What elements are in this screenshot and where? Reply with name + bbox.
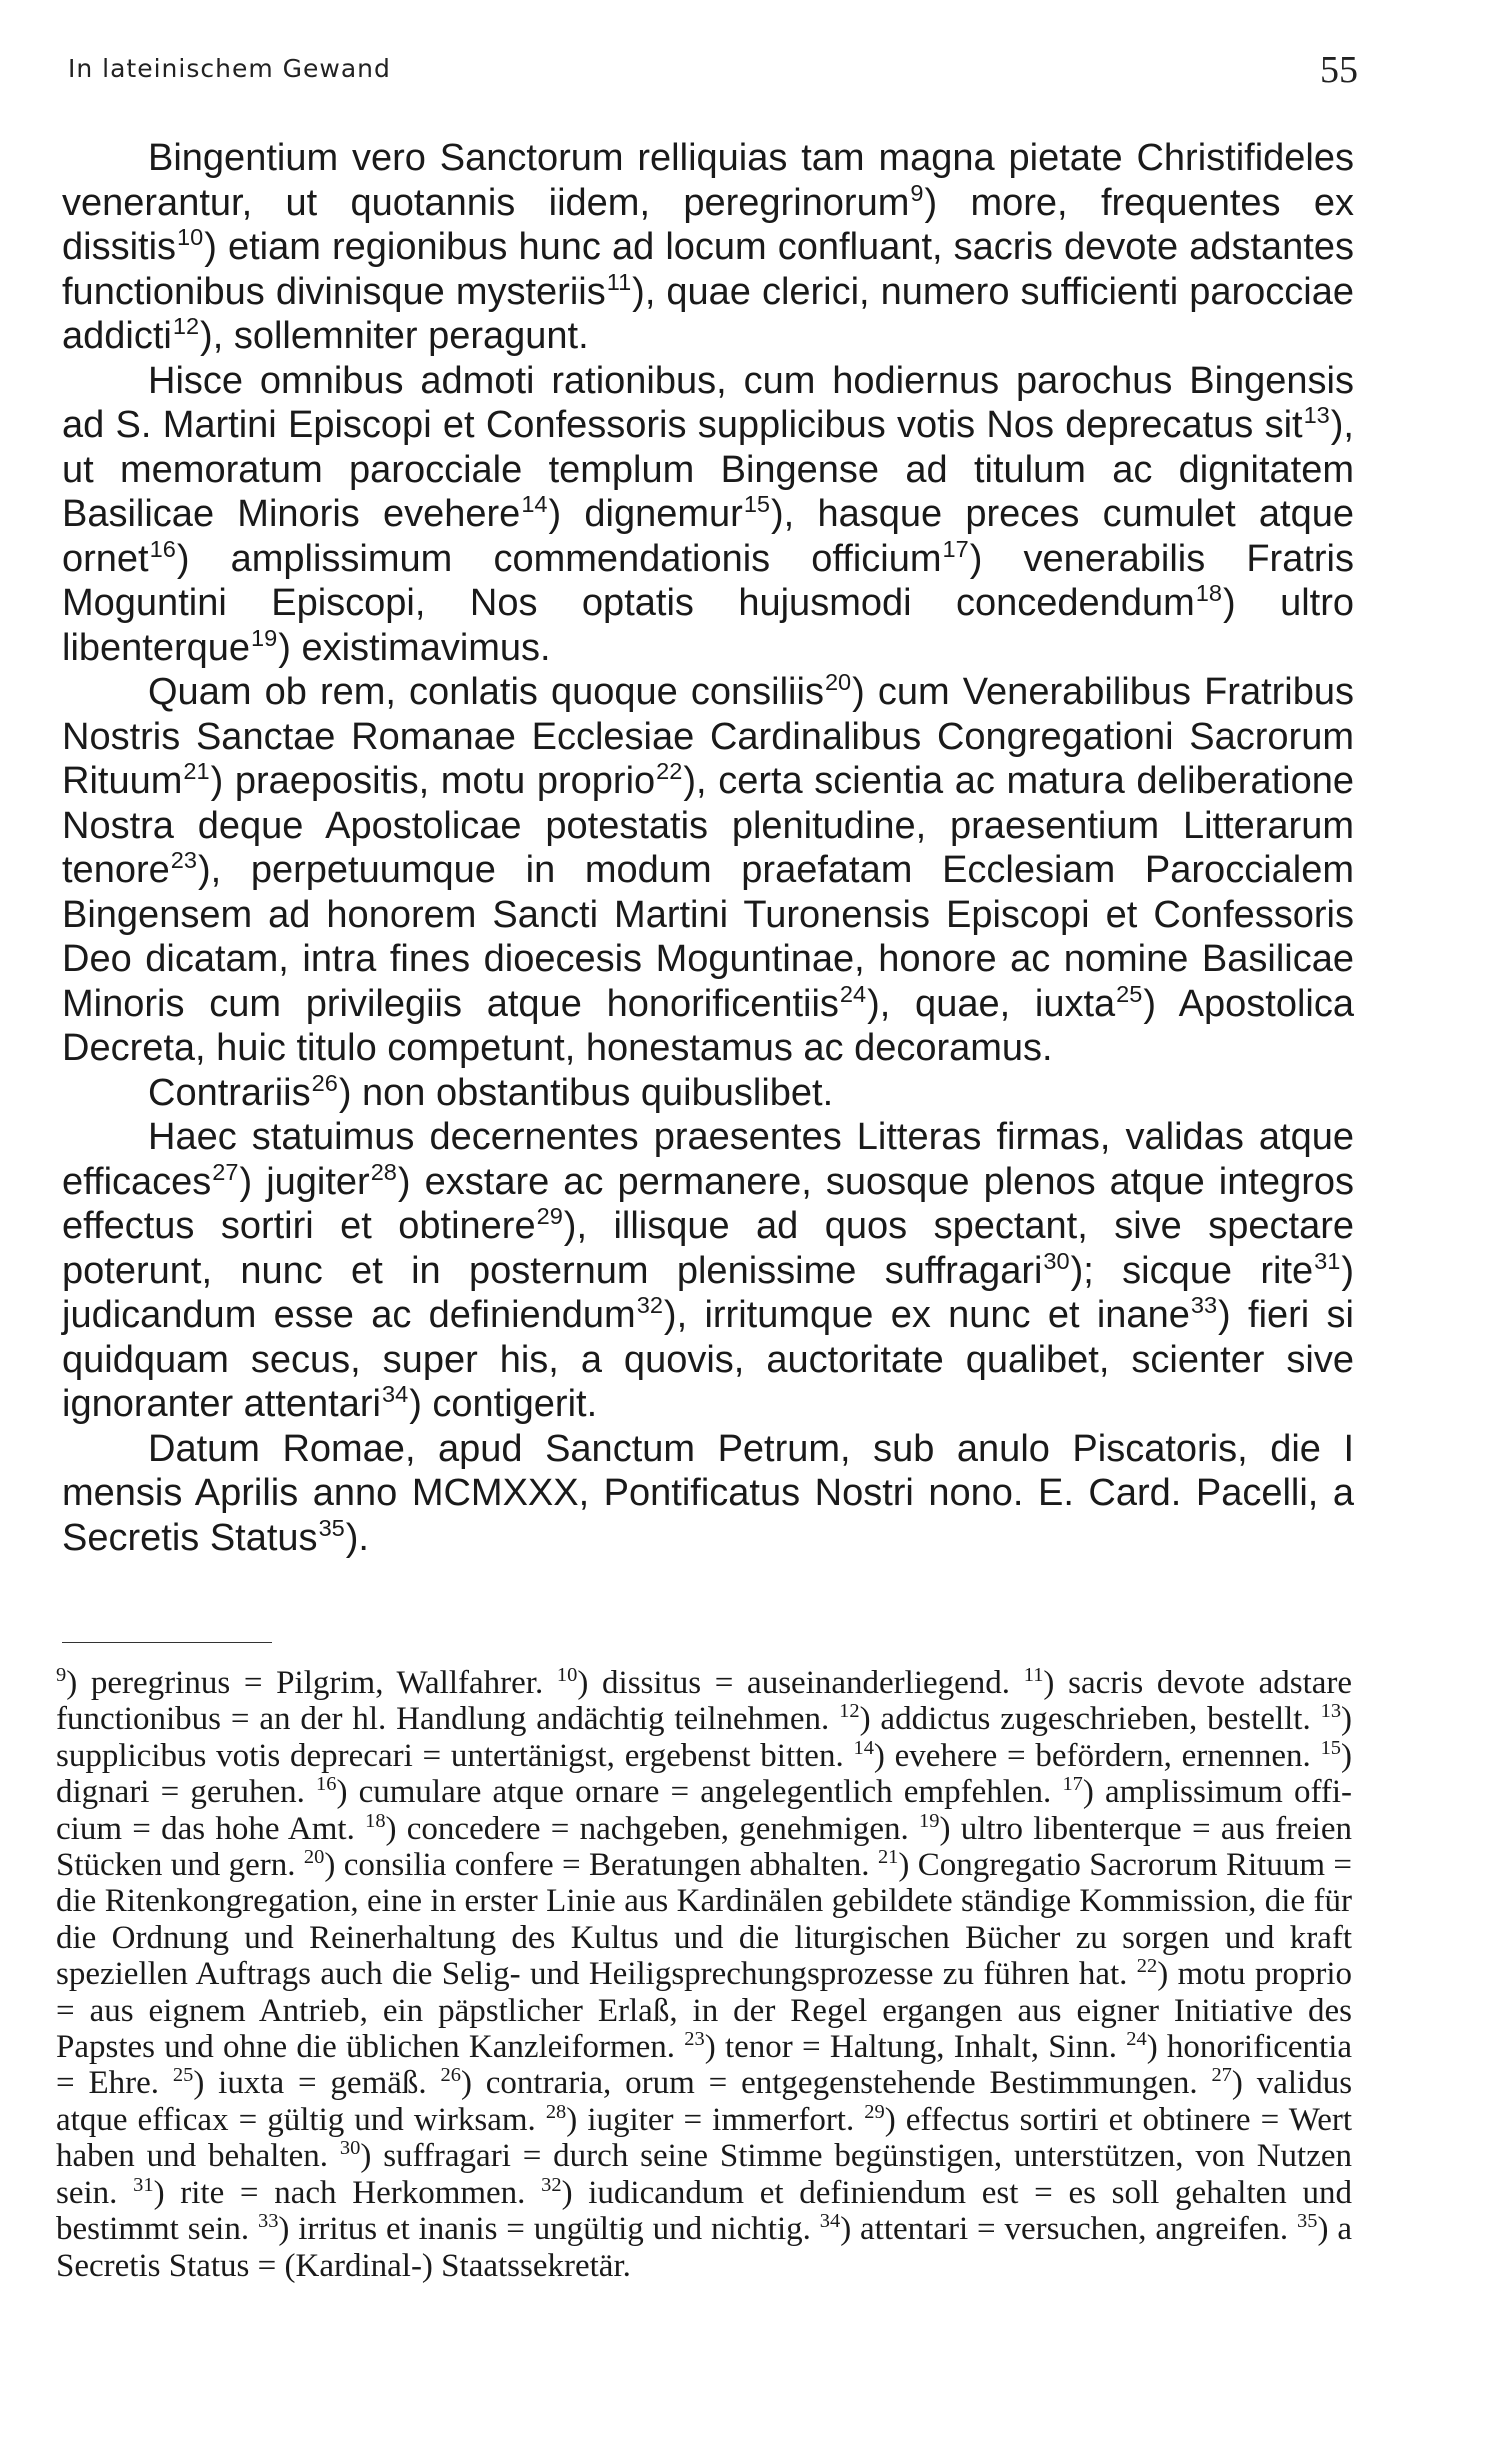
- footnote-ref: 24: [839, 980, 867, 1007]
- footnote-ref: 35: [318, 1514, 345, 1541]
- footnote-16: [316, 1774, 1051, 1810]
- running-head: [68, 48, 1358, 91]
- text-run: ) amplissimum commendationis officium: [176, 537, 942, 580]
- footnote-text: ) supplicibus votis deprecari = untertänigst, ergebenst bitten.: [56, 1701, 1353, 1774]
- footnote-ref: 22: [656, 758, 683, 785]
- footnote-10: [557, 1665, 1010, 1701]
- text-run: ) Apostolica Decreta, huic titulo competunt, honestamus ac decoramus.: [62, 982, 1354, 1069]
- text-run: ) cum Venerabilibus Fratribus Nostris Sanctae Romanae Ecclesiae Cardinalibus Congregationi Sacrorum Rituum: [62, 671, 1354, 802]
- footnote-ref: 25: [1116, 980, 1143, 1007]
- footnote-31: [133, 2175, 525, 2211]
- footnote-ref: 28: [370, 1158, 397, 1185]
- footnote-ref: 18: [1195, 580, 1222, 607]
- footnote-block: [56, 1665, 1352, 2284]
- footnote-ref: 34: [381, 1381, 409, 1408]
- footnote-number: 14: [853, 1736, 874, 1759]
- footnote-33: [258, 2211, 811, 2247]
- footnote-text: ) irritus et inanis = ungültig und nichtig.: [278, 2211, 811, 2248]
- main-text: [62, 136, 1354, 1560]
- text-run: Contrariis: [148, 1071, 311, 1114]
- paragraph-6: [62, 1427, 1354, 1561]
- footnote-number: 35: [1297, 2210, 1318, 2233]
- footnote-12: [839, 1701, 1311, 1737]
- paragraph-1: [62, 136, 1354, 359]
- footnote-number: 11: [1023, 1664, 1044, 1686]
- footnote-number: 23: [684, 2028, 705, 2051]
- text-run: ) etiam regionibus hunc ad locum confluant, sacris devote adstantes functionibus divinisque mysteriis: [62, 226, 1354, 313]
- footnote-text: ) ultro libenterque = aus freien Stücken und gern.: [56, 1810, 1353, 1884]
- text-run: ), quae clerici, numero sufficienti parocciae addicti: [62, 270, 1354, 357]
- footnote-ref: 10: [177, 224, 204, 251]
- footnote-text: ) consilia confere = Beratungen abhalten.: [324, 1847, 870, 1884]
- footnote-ref: 14: [521, 491, 548, 518]
- running-title: In lateinischem Gewand: [68, 54, 391, 83]
- footnote-20: [304, 1847, 870, 1883]
- footnote-34: [820, 2211, 1288, 2247]
- text-run: Bingentium vero Sanctorum relliquias tam magna pietate Christifideles venerantur, ut quotannis iidem, peregrinorum: [62, 137, 1354, 224]
- text-run: Quam ob rem, conlatis quoque consiliis: [148, 671, 824, 713]
- footnote-ref: 17: [942, 535, 969, 562]
- footnote-number: 25: [172, 2064, 194, 2087]
- footnote-number: 20: [303, 1846, 325, 1869]
- footnote-number: 17: [1062, 1773, 1083, 1796]
- text-run: ), perpetuumque in modum praefatam Ecclesiam Paroccialem Bingensem ad honorem Sancti Martini Turonensis Episcopi et Confessoris Deo dicatam, intra fines dioecesis Moguntinae, honore ac nomine Basilicae Minoris cum privilegiis atque honorificentiis: [62, 849, 1354, 1025]
- footnote-text: ) cumulare atque ornare = angelegentlich empfehlen.: [336, 1774, 1052, 1811]
- text-run: ) dignemur: [548, 493, 743, 535]
- text-run: ), quae, iuxta: [867, 982, 1116, 1025]
- footnote-text: ) peregrinus = Pilgrim, Wallfahrer.: [66, 1665, 544, 1701]
- footnote-text: ) iugiter = immerfort.: [566, 2101, 855, 2138]
- footnote-ref: 19: [251, 624, 278, 651]
- footnote-ref: 16: [149, 535, 176, 562]
- text-run: Haec statuimus decernentes praesentes Litteras firmas, validas atque efficaces: [62, 1116, 1354, 1203]
- footnote-number: 28: [545, 2100, 567, 2123]
- text-run: ) contigerit.: [409, 1383, 598, 1425]
- text-run: ), certa scientia ac matura deliberatione Nostra deque Apostolicae potestatis plenitudine, praesentium Litterarum tenore: [62, 760, 1354, 891]
- footnote-number: 10: [556, 1664, 578, 1686]
- footnote-number: 24: [1126, 2028, 1147, 2051]
- text-run: ) fieri si quidquam secus, super his, a quovis, auctoritate qualibet, scienter sive ignoranter attentari: [62, 1294, 1354, 1425]
- footnote-text: ) tenor = Haltung, Inhalt, Sinn.: [704, 2029, 1117, 2066]
- footnote-number: 15: [1320, 1736, 1342, 1759]
- footnote-25: [173, 2065, 427, 2101]
- text-run: ) exstare ac permanere, suosque plenos atque integros effectus sortiri et obtinere: [62, 1160, 1354, 1247]
- paragraph-4: [62, 1071, 1354, 1116]
- text-run: ), hasque preces cumulet atque ornet: [62, 493, 1354, 580]
- footnote-text: ) contraria, orum = entgegenstehende Bestimmungen.: [460, 2065, 1198, 2102]
- text-run: Hisce omnibus admoti rationibus, cum hodiernus parochus Bingensis ad S. Martini Episcopi et Confessoris supplicibus votis Nos deprecatus sit: [62, 359, 1354, 446]
- footnote-14: [853, 1738, 1310, 1774]
- text-run: ), irritumque ex nunc et inane: [663, 1294, 1190, 1336]
- footnote-ref: 32: [636, 1292, 663, 1319]
- footnote-text: ) Congregatio Sacrorum Rituum = die Ritenkongregation, eine in erster Linie aus Kardinälen gebildete ständige Kommission, die für die Ordnung und Reinerhaltung des Kultus und die liturgischen Bücher zu sorgen und kraft speziellen Auftrags auch die Selig- und Heiligsprechungsprozesse zu führen hat.: [56, 1847, 1352, 1993]
- footnote-number: 32: [541, 2173, 562, 2196]
- footnote-number: 12: [839, 1700, 860, 1723]
- text-run: ), sollemniter peragunt.: [200, 315, 589, 357]
- text-run: ) existimavimus.: [278, 626, 551, 669]
- text-run: ).: [345, 1516, 369, 1559]
- footnote-number: 19: [919, 1809, 940, 1832]
- footnote-text: ) dissitus = auseinanderliegend.: [577, 1665, 1011, 1701]
- paragraph-5: [62, 1115, 1354, 1427]
- text-run: ); sicque rite: [1070, 1249, 1314, 1292]
- footnote-ref: 15: [743, 491, 771, 518]
- text-run: ), illisque ad quos spectant, sive spectare poterunt, nunc et in posternum plenissime suffragari: [62, 1205, 1354, 1292]
- footnote-number: 29: [864, 2100, 885, 2123]
- footnote-ref: 30: [1043, 1247, 1070, 1274]
- footnote-number: 21: [877, 1846, 899, 1869]
- footnote-9: [56, 1665, 543, 1701]
- footnote-text: ) iudicandum et definiendum est = es soll gehalten und bestimmt sein.: [56, 2174, 1352, 2248]
- text-run: ) more, frequentes ex dissitis: [62, 181, 1354, 268]
- footnote-ref: 20: [824, 669, 852, 696]
- footnote-text: ) effectus sortiri et obtinere = Wert haben und behalten.: [56, 2101, 1353, 2175]
- footnote-text: ) concedere = nachgeben, genehmigen.: [385, 1810, 909, 1847]
- footnote-text: ) sacris devote adstare functionibus = an der hl. Handlung andächtig teilnehmen.: [56, 1665, 1353, 1738]
- footnote-text: ) a Secretis Status = (Kardinal-) Staatssekretär.: [56, 2211, 1352, 2284]
- footnote-23: [684, 2029, 1117, 2065]
- footnote-ref: 33: [1190, 1292, 1218, 1319]
- footnote-number: 31: [133, 2173, 154, 2196]
- footnote-number: 34: [819, 2210, 841, 2233]
- footnote-text: ) addictus zugeschrieben, bestellt.: [859, 1701, 1311, 1738]
- footnote-ref: 13: [1303, 402, 1330, 429]
- footnote-ref: 29: [536, 1203, 563, 1230]
- footnote-number: 30: [339, 2137, 361, 2160]
- footnote-text: ) amplissimum officium = das hohe Amt.: [56, 1774, 1353, 1847]
- footnote-text: ) motu proprio = aus eignem Antrieb, ein päpstlicher Erlaß, in der Regel ergangen aus eigner Initiative des Papstes und ohne die üblichen Kanzleiformen.: [56, 1956, 1352, 2066]
- text-run: ) venerabilis Fratris Moguntini Episcopi, Nos optatis hujusmodi concedendum: [62, 537, 1354, 624]
- footnote-ref: 27: [212, 1158, 239, 1185]
- footnote-ref: 23: [170, 847, 197, 874]
- footnote-text: ) suffragari = durch seine Stimme begünstigen, unterstützen, von Nutzen sein.: [56, 2138, 1352, 2211]
- footnote-text: ) evehere = befördern, ernennen.: [873, 1737, 1311, 1774]
- paragraph-3: [62, 670, 1354, 1071]
- footnote-text: ) iuxta = gemäß.: [193, 2065, 427, 2102]
- footnote-number: 33: [257, 2210, 279, 2233]
- footnote-ref: 26: [311, 1069, 338, 1096]
- footnote-separator-rule: [62, 1642, 272, 1643]
- footnote-ref: 9: [910, 179, 924, 206]
- footnote-number: 27: [1211, 2064, 1232, 2087]
- text-run: ) ultro libenterque: [62, 582, 1354, 669]
- footnote-text: ) dignari = geruhen.: [56, 1737, 1353, 1811]
- footnote-number: 26: [440, 2064, 461, 2087]
- footnote-number: 13: [1320, 1700, 1342, 1723]
- footnote-text: ) rite = nach Herkommen.: [153, 2174, 526, 2211]
- footnote-ref: 31: [1314, 1247, 1341, 1274]
- footnotes: [56, 1665, 1352, 2284]
- text-run: ) judicandum esse ac definiendum: [62, 1249, 1354, 1336]
- page-number: 55: [1320, 49, 1358, 91]
- text-run: Datum Romae, apud Sanctum Petrum, sub anulo Piscatoris, die I mensis Aprilis anno MCMXXX, Pontificatus Nostri nono. E. Card. Pacelli, a Secretis Status: [62, 1427, 1354, 1559]
- footnote-text: ) honorificentia = Ehre.: [56, 2029, 1353, 2102]
- footnote-ref: 11: [606, 268, 632, 295]
- footnote-26: [441, 2065, 1198, 2101]
- footnote-number: 22: [1136, 1955, 1158, 1978]
- text-run: ) jugiter: [239, 1160, 370, 1203]
- footnote-text: ) attentari = versuchen, angreifen.: [840, 2211, 1289, 2248]
- text-run: ) praepositis, motu proprio: [210, 760, 656, 802]
- footnote-text: ) validus atque efficax = gültig und wirksam.: [56, 2065, 1353, 2138]
- footnote-ref: 12: [172, 313, 200, 340]
- footnote-number: 18: [365, 1809, 386, 1832]
- text-run: ) non obstantibus quibuslibet.: [338, 1071, 834, 1114]
- paragraph-2: [62, 359, 1354, 671]
- footnote-28: [546, 2102, 854, 2138]
- text-run: ), ut memoratum parocciale templum Bingense ad titulum ac dignitatem Basilicae Minoris evehere: [62, 404, 1354, 535]
- footnote-number: 16: [316, 1773, 337, 1796]
- footnote-number: 9: [56, 1664, 67, 1686]
- footnote-18: [365, 1811, 909, 1847]
- footnote-ref: 21: [183, 758, 210, 785]
